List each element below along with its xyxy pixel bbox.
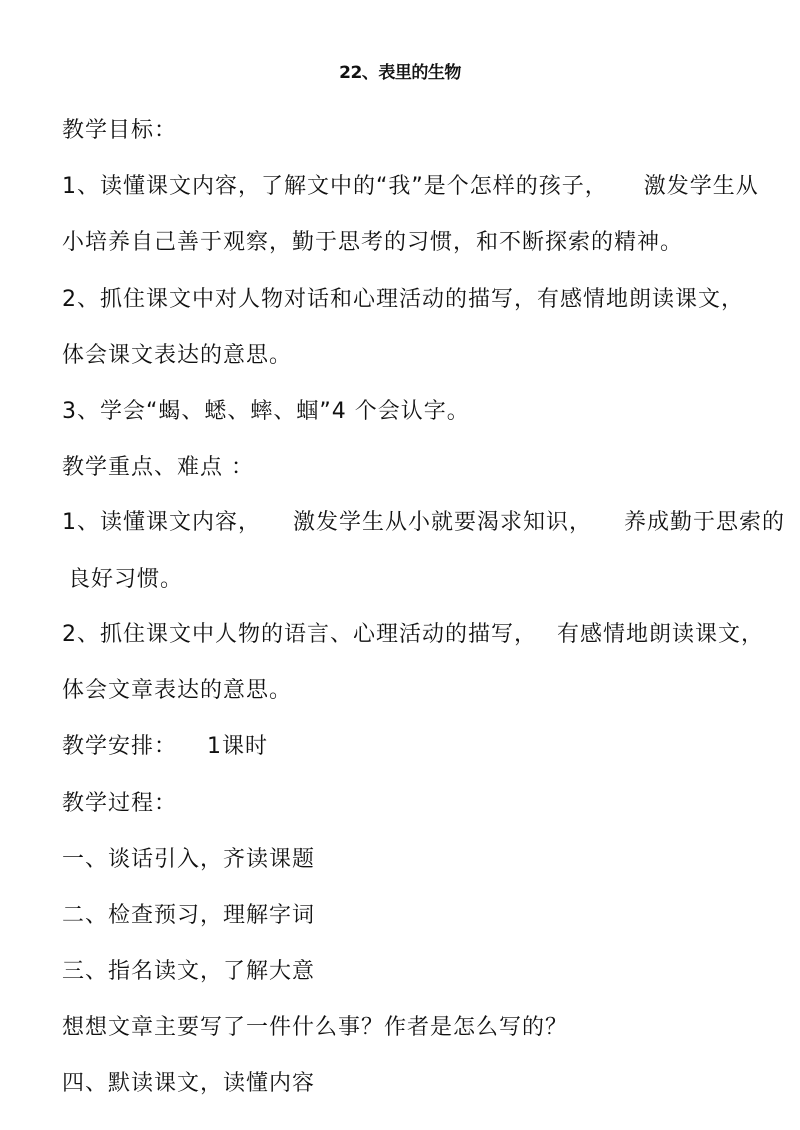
paragraph-line	[62, 172, 759, 202]
paragraph-line: 想想文章主要写了一件什么事？作者是怎么写的？	[62, 1015, 569, 1040]
text-span: 养成勤于思索的	[624, 510, 786, 535]
paragraph-line: 一、谈话引入，齐读课题	[62, 847, 316, 872]
paragraph-line: 二、检查预习，理解字词	[62, 903, 316, 928]
paragraph-line: 三、指名读文，了解大意	[62, 959, 316, 984]
paragraph-line	[62, 620, 764, 650]
paragraph-line	[62, 508, 785, 538]
text-span: 1、读懂课文内容，	[62, 510, 261, 535]
text-span: 激发学生从小就要渴求知识，	[293, 510, 593, 535]
text-span: 1、读懂课文内容，了解文中的“我”是个怎样的孩子，	[62, 174, 608, 199]
paragraph-line: 小培养自己善于观察，勤于思考的习惯，和不断探索的精神。	[62, 230, 684, 255]
text-span: 1课时	[207, 734, 269, 759]
text-span: 有感情地朗读课文，	[557, 622, 765, 647]
paragraph-line	[62, 732, 268, 762]
text-span: 2、抓住课文中人物的语言、心理活动的描写，	[62, 622, 537, 647]
paragraph-line: 四、默读课文，读懂内容	[62, 1071, 316, 1096]
paragraph-line: 2、抓住课文中对人物对话和心理活动的描写，有感情地朗读课文，	[62, 287, 744, 312]
text-span: 激发学生从	[643, 174, 759, 199]
text-span: 教学安排：	[62, 734, 178, 759]
paragraph-line: 体会文章表达的意思。	[62, 678, 293, 703]
page-title: 22、表里的生物	[339, 63, 461, 83]
paragraph-line: 体会课文表达的意思。	[62, 343, 293, 368]
paragraph-line: 良好习惯。	[68, 567, 184, 592]
heading-key-points: 教学重点、难点 ：	[62, 455, 254, 480]
heading-objectives: 教学目标：	[62, 118, 178, 143]
heading-process: 教学过程：	[62, 791, 178, 816]
paragraph-line: 3、学会“蝎、蟋、蟀、蝈”4 个会认字。	[62, 399, 470, 424]
